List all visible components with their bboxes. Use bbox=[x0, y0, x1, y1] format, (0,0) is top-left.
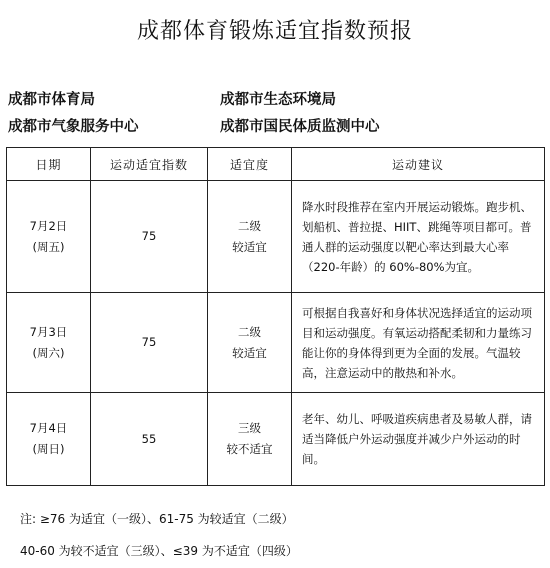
org-meteorological-center: 成都市气象服务中心 bbox=[8, 119, 139, 135]
suitability-cell bbox=[208, 293, 292, 393]
weekday-text: (周六) bbox=[32, 345, 65, 360]
table-header-row bbox=[7, 148, 545, 181]
date-text: 7月2日 bbox=[29, 218, 68, 233]
table-row bbox=[7, 393, 545, 486]
date-cell bbox=[7, 181, 91, 293]
advice-cell: 降水时段推荐在室内开展运动锻炼。跑步机、划船机、普拉提、HIIT、跳绳等项目都可。普通人群的运动强度以靶心率达到最大心率（220-年龄）的 60%-80%为宜。 bbox=[292, 181, 545, 293]
header-advice: 运动建议 bbox=[292, 148, 545, 181]
org-sports-bureau: 成都市体育局 bbox=[8, 92, 95, 108]
date-text: 7月4日 bbox=[29, 421, 68, 435]
header-index: 运动适宜指数 bbox=[91, 148, 208, 181]
footnote-line-2: 40-60 为较不适宜（三级）、≤39 为不适宜（四级） bbox=[20, 544, 298, 558]
header-suitability: 适宜度 bbox=[208, 148, 292, 181]
suitability-cell bbox=[208, 181, 292, 293]
date-cell bbox=[7, 293, 91, 393]
org-fitness-monitoring-center: 成都市国民体质监测中心 bbox=[220, 119, 380, 135]
index-cell: 55 bbox=[91, 393, 208, 486]
weekday-text: (周五) bbox=[32, 239, 65, 254]
index-cell: 75 bbox=[91, 293, 208, 393]
index-cell: 75 bbox=[91, 181, 208, 293]
org-ecology-bureau: 成都市生态环境局 bbox=[220, 92, 336, 108]
suitability-cell bbox=[208, 393, 292, 486]
footnote-line-1: 注: ≥76 为适宜（一级）、61-75 为较适宜（二级） bbox=[20, 512, 294, 526]
level-text: 二级 bbox=[238, 324, 261, 339]
level-text: 二级 bbox=[238, 218, 261, 233]
date-cell bbox=[7, 393, 91, 486]
table-row bbox=[7, 293, 545, 393]
date-text: 7月3日 bbox=[29, 324, 68, 339]
weekday-text: (周日) bbox=[32, 442, 65, 456]
rating-text: 较适宜 bbox=[232, 345, 267, 360]
header-date: 日期 bbox=[7, 148, 91, 181]
page-title: 成都体育锻炼适宜指数预报 bbox=[136, 19, 413, 44]
rating-text: 较适宜 bbox=[232, 239, 267, 254]
advice-cell: 可根据自我喜好和身体状况选择适宜的运动项目和运动强度。有氧运动搭配柔韧和力量练习能让你的身体得到更为全面的发展。气温较高，注意运动中的散热和补水。 bbox=[292, 293, 545, 393]
table-row bbox=[7, 181, 545, 293]
advice-cell: 老年、幼儿、呼吸道疾病患者及易敏人群，请适当降低户外运动强度并减少户外运动的时间。 bbox=[292, 393, 545, 486]
rating-text: 较不适宜 bbox=[226, 442, 273, 456]
level-text: 三级 bbox=[238, 421, 261, 435]
forecast-table bbox=[6, 147, 545, 486]
